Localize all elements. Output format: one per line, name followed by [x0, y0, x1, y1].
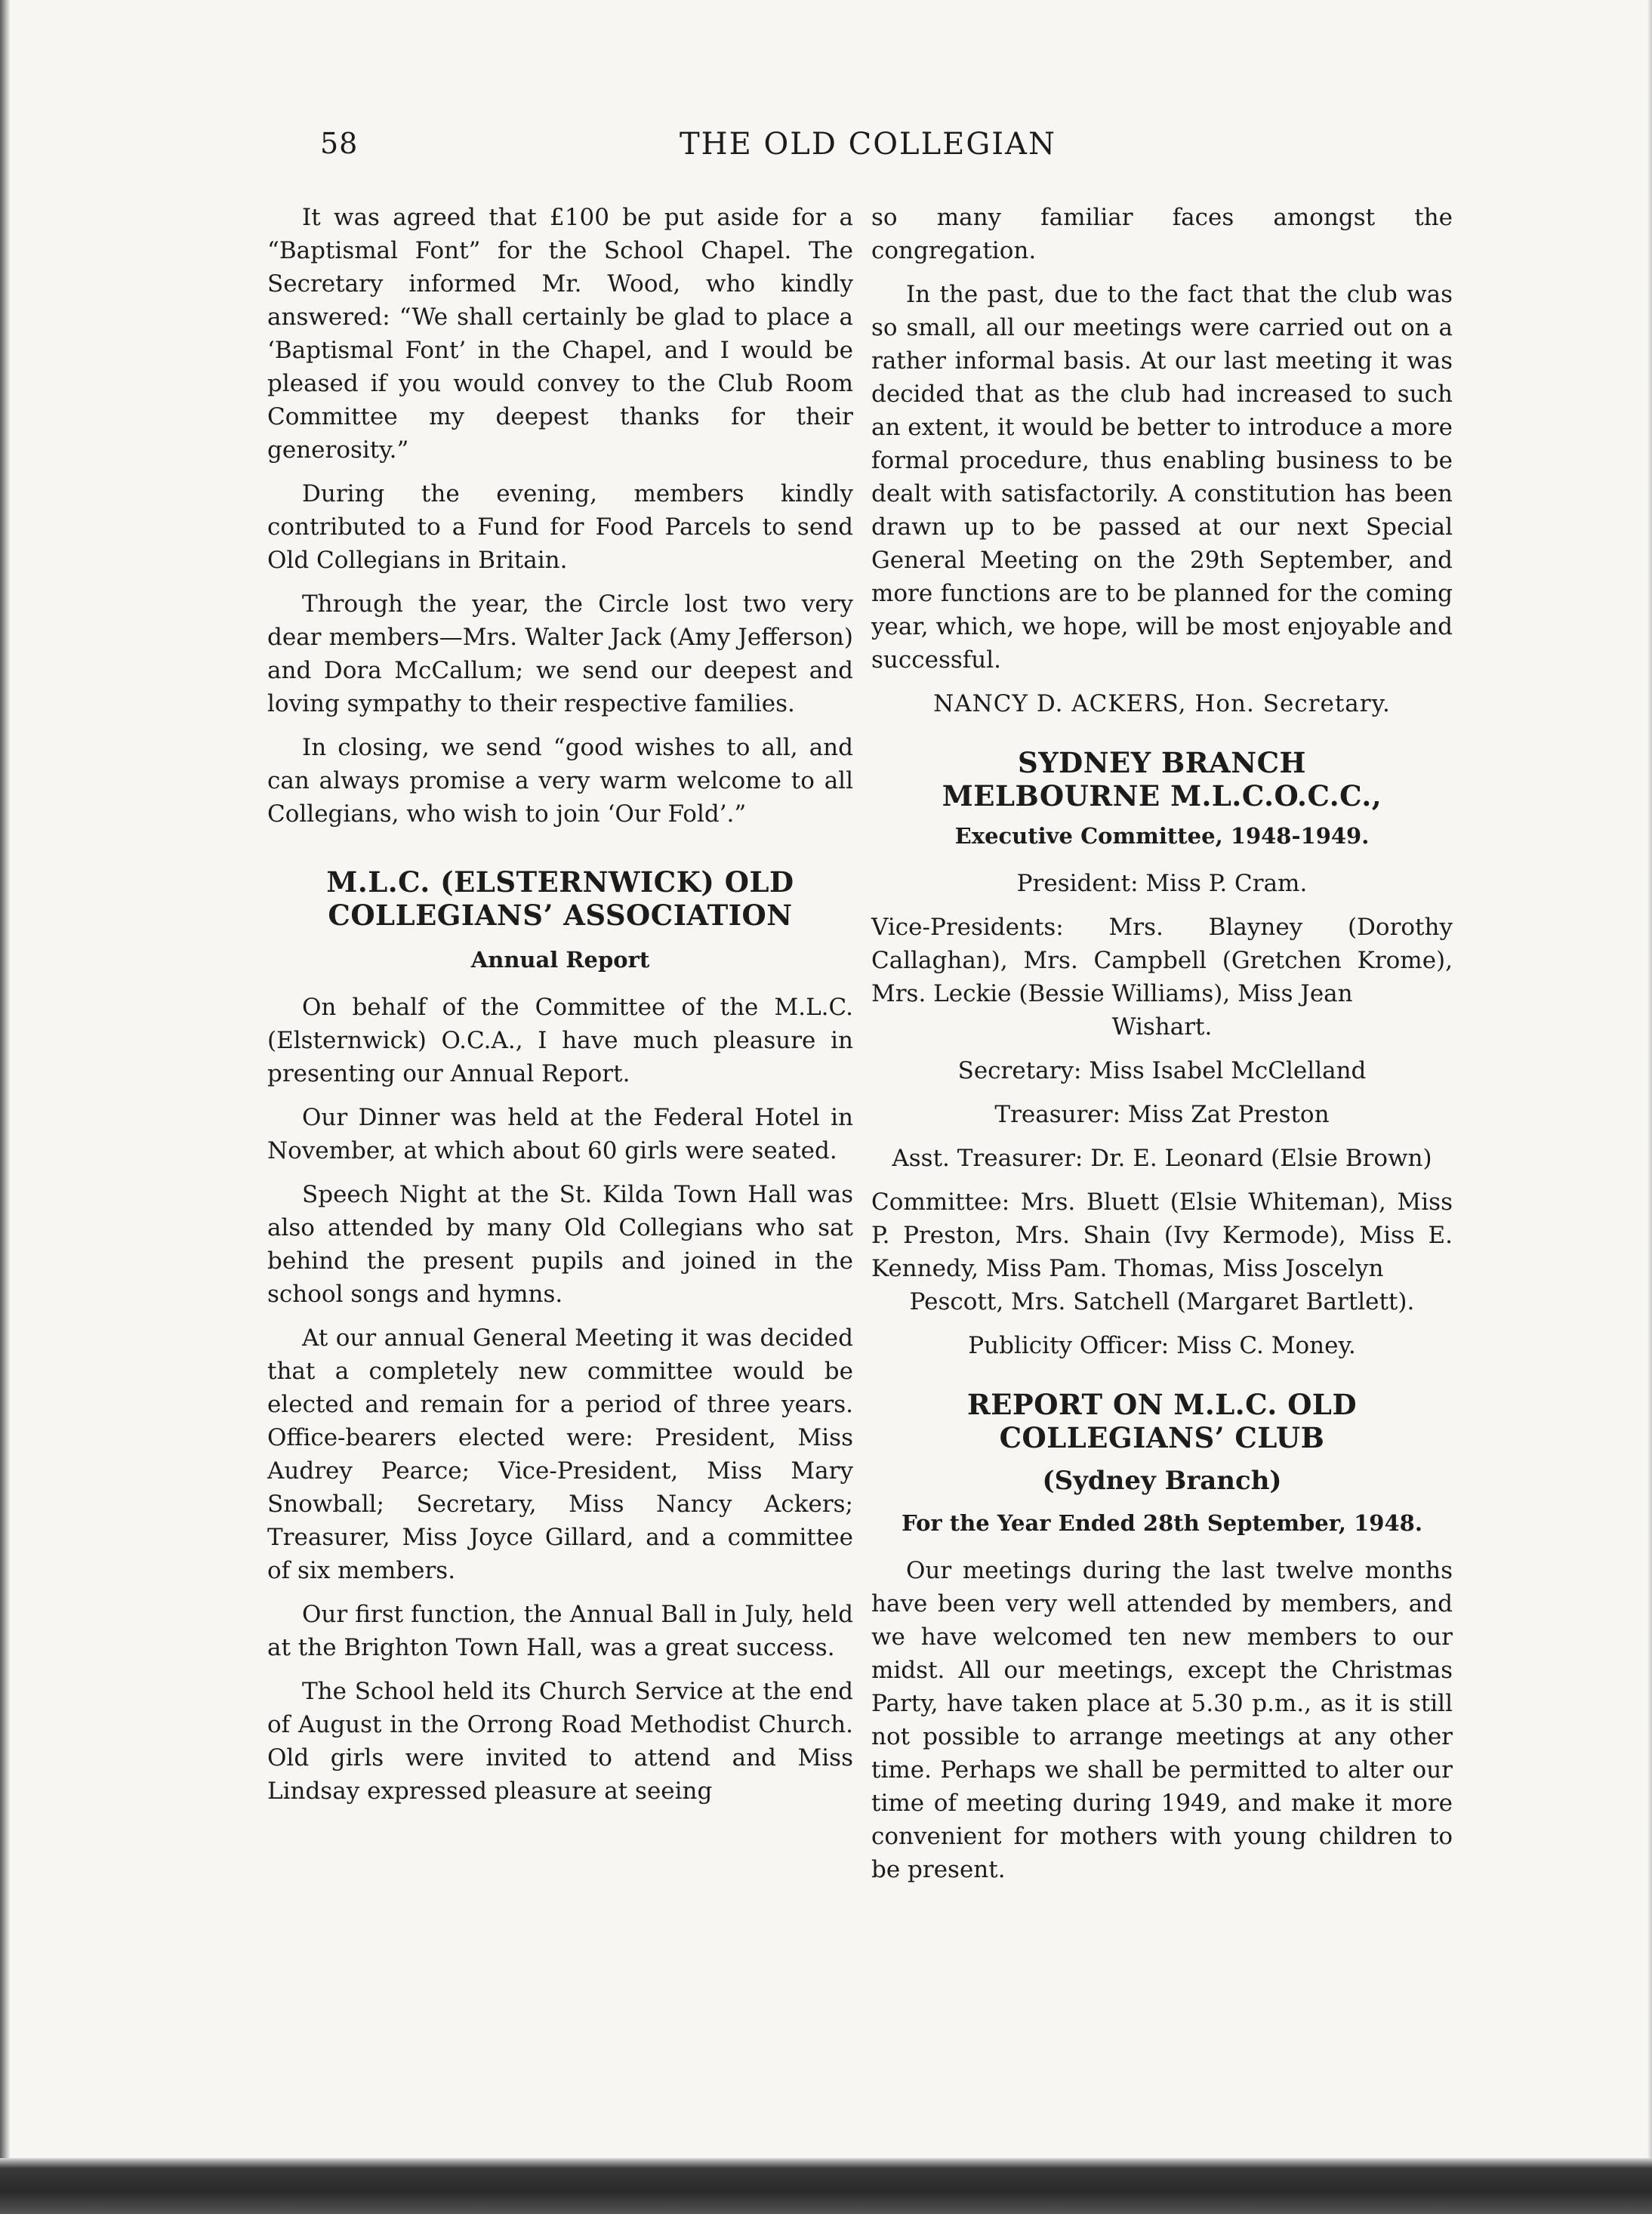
report-paragraph: On behalf of the Committee of the M.L.C. (Elsternwick) O.C.A., I have much pleasure in presenting our Annual Report. [267, 994, 853, 1087]
committee-last: Pescott, Mrs. Satchell (Margaret Bartlett). [909, 1288, 1415, 1315]
report-year: For the Year Ended 28th September, 1948. [902, 1510, 1422, 1536]
paragraph-closing: In closing, we send “good wishes to all, and can always promise a very warm welcome to all Collegians, who wish to join ‘Our Fold’.” [267, 734, 853, 828]
report-branch: (Sydney Branch) [1042, 1466, 1282, 1496]
report-paragraph: Speech Night at the St. Kilda Town Hall was also attended by many Old Collegians who sat behind the present pupils and joined in the school songs and hymns. [267, 1181, 853, 1308]
running-head [0, 127, 1652, 172]
report-paragraph: At our annual General Meeting it was decided that a completely new committee would be elected and remain for a period of three years. Office-bearers elected were: President, Miss Audrey Pearce; Vice-President, Miss Mary Snowball; Secretary, Miss Nancy Ackers; Treasurer, Miss Joyce Gillard, and a committee of six members. [267, 1324, 853, 1584]
secretary-line: Secretary: Miss Isabel McClelland [957, 1057, 1367, 1084]
paragraph-baptismal-font: It was agreed that £100 be put aside for a “Baptismal Font” for the School Chapel. The Secretary informed Mr. Wood, who kindly answered: “We shall certainly be glad to place a ‘Baptismal Font’ in the Chapel, and I would be pleased if you would convey to the Club Room Committee my deepest thanks for their generosity.” [267, 204, 853, 464]
sydney-heading-line: MELBOURNE M.L.C.O.C.C., [942, 779, 1382, 813]
vice-presidents-line [871, 911, 1453, 1044]
asst-treasurer-line: Asst. Treasurer: Dr. E. Leonard (Elsie Brown) [892, 1145, 1432, 1172]
page-edge-shadow-bottom [0, 2158, 1652, 2214]
president-line: President: Miss P. Cram. [1016, 870, 1308, 897]
treasurer-line: Treasurer: Miss Zat Preston [994, 1101, 1330, 1128]
vice-presidents-last: Wishart. [1111, 1013, 1213, 1041]
journal-title: THE OLD COLLEGIAN [680, 127, 1056, 162]
vice-presidents-text: Vice-Presidents: Mrs. Blayney (Dorothy Callaghan), Mrs. Campbell (Gretchen Krome), Mrs. Leckie (Bessie Williams), Miss Jean [871, 914, 1453, 1007]
report-paragraph-sydney: Our meetings during the last twelve months have been very well attended by members, and we have welcomed ten new members to our midst. All our meetings, except the Christmas Party, have taken place at 5.30 p.m., as it is still not possible to arrange meetings at any other time. Perhaps we shall be permitted to alter our time of meeting during 1949, and make it more convenient for mothers with young children to be present. [871, 1557, 1453, 1883]
left-column [267, 201, 853, 1818]
publicity-line: Publicity Officer: Miss C. Money. [968, 1332, 1356, 1359]
right-column [871, 201, 1453, 1897]
signature-secretary: NANCY D. ACKERS, Hon. Secretary. [933, 690, 1391, 717]
report-paragraph: Our Dinner was held at the Federal Hotel in November, at which about 60 girls were seated. [267, 1104, 853, 1164]
elsternwick-heading: M.L.C. (ELSTERNWICK) OLD COLLEGIANS’ ASSOCIATION [326, 865, 794, 932]
committee-text: Committee: Mrs. Bluett (Elsie Whiteman), Miss P. Preston, Mrs. Shain (Ivy Kermode), Miss E. Kennedy, Miss Pam. Thomas, Miss Joscelyn [871, 1189, 1453, 1282]
annual-report-subheading: Annual Report [470, 947, 650, 973]
paragraph-food-parcels: During the evening, members kindly contributed to a Fund for Food Parcels to send Old Collegians in Britain. [267, 480, 853, 574]
sydney-heading-line: SYDNEY BRANCH [1018, 746, 1306, 779]
sydney-branch-heading [871, 746, 1453, 813]
report-paragraph: The School held its Church Service at the end of August in the Orrong Road Methodist Church. Old girls were invited to attend and Miss Lindsay expressed pleasure at seeing [267, 1678, 853, 1805]
page-edge-shadow-right [1647, 0, 1652, 2214]
paragraph-continuation: so many familiar faces amongst the congregation. [871, 204, 1453, 264]
committee-line [871, 1186, 1453, 1318]
paragraph-members-lost: Through the year, the Circle lost two very dear members—Mrs. Walter Jack (Amy Jefferson) and Dora McCallum; we send our deepest and loving sympathy to their respective families. [267, 591, 853, 717]
report-heading: REPORT ON M.L.C. OLD COLLEGIANS’ CLUB [966, 1388, 1358, 1454]
paragraph-club-procedure: In the past, due to the fact that the club was so small, all our meetings were carried out on a rather informal basis. At our last meeting it was decided that as the club had increased to such an extent, it would be better to introduce a more formal procedure, thus enabling business to be dealt with satisfactorily. A constitution has been drawn up to be passed at our next Special General Meeting on the 29th September, and more functions are to be planned for the coming year, which, we hope, will be most enjoyable and successful. [871, 281, 1453, 674]
page-number: 58 [320, 127, 359, 160]
page-edge-shadow-left [0, 0, 11, 2214]
executive-committee-heading: Executive Committee, 1948-1949. [954, 823, 1370, 849]
report-paragraph: Our first function, the Annual Ball in July, held at the Brighton Town Hall, was a great success. [267, 1601, 853, 1661]
